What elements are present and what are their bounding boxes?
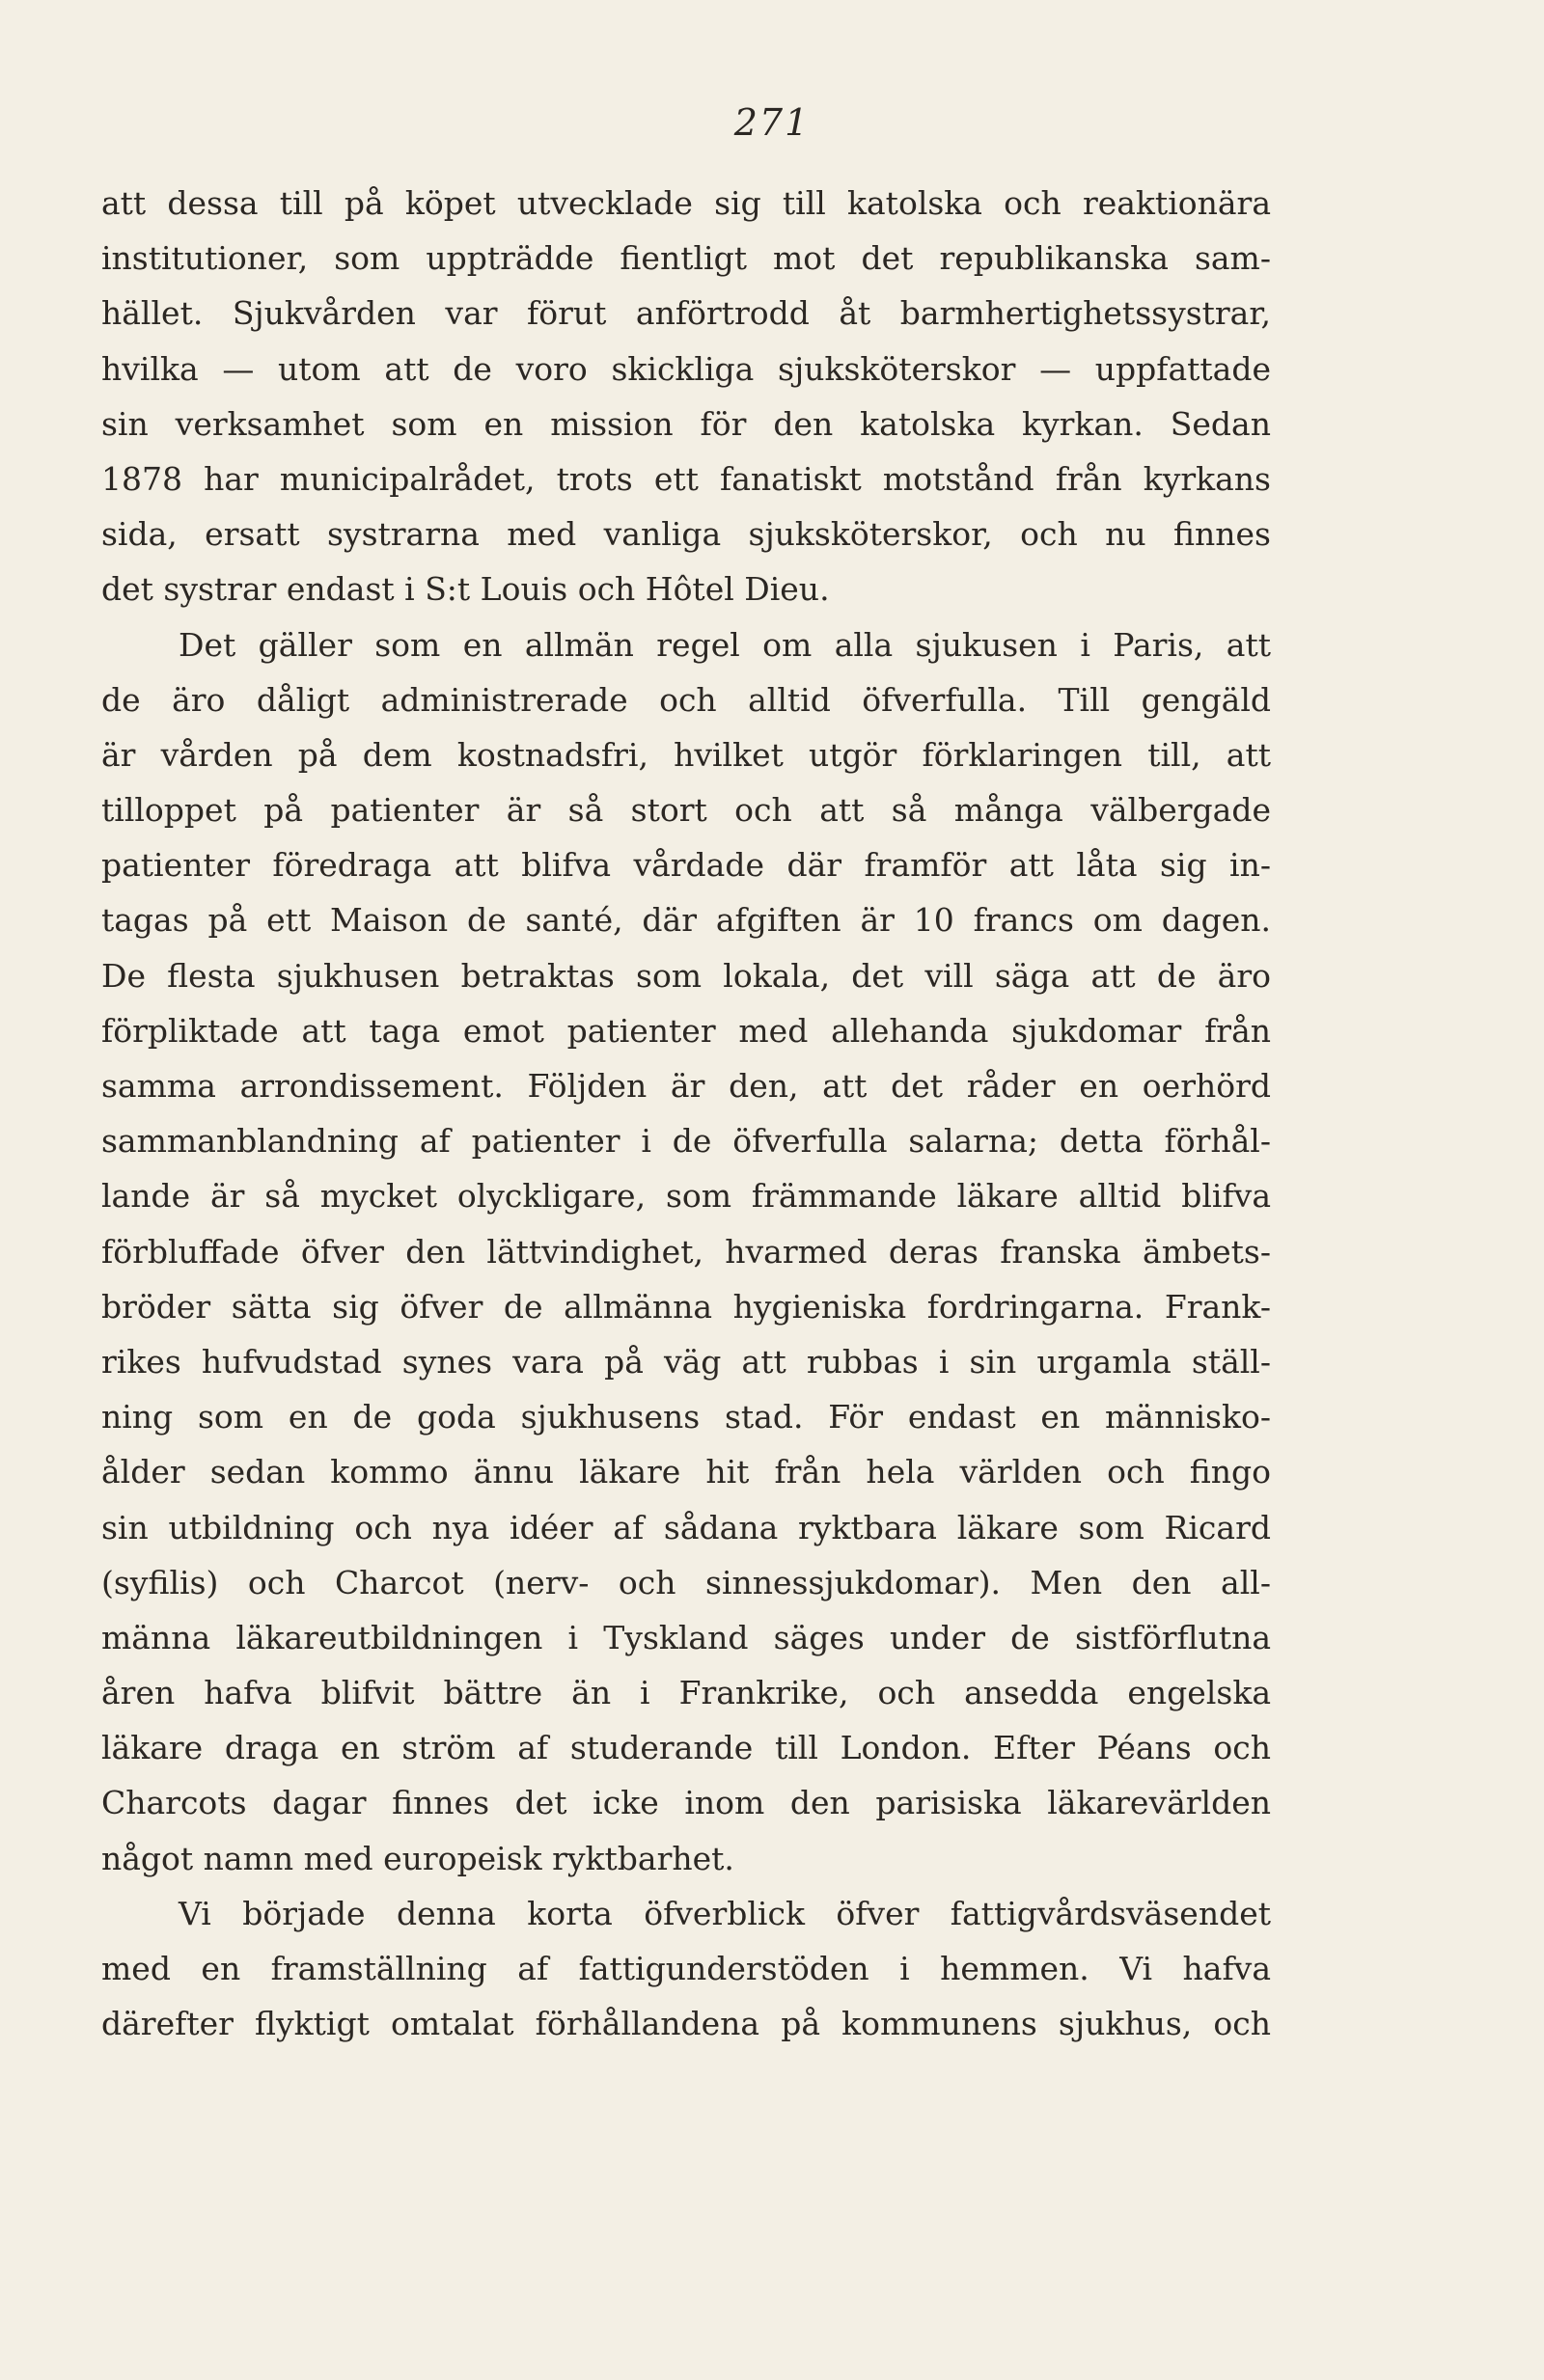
text-line: sin utbildning och nya idéer af sådana ryktbara läkare som Ricard [101,1508,1271,1546]
text-line: rikes hufvudstad synes vara på väg att rubbas i sin urgamla ställ- [101,1342,1271,1381]
text-line: läkare draga en ström af studerande till London. Efter Péans och [101,1729,1271,1767]
text-line: sida, ersatt systrarna med vanliga sjuksköterskor, och nu finnes [101,515,1271,554]
text-line: ålder sedan kommo ännu läkare hit från hela världen och fingo [101,1453,1271,1491]
text-line: det systrar endast i S:t Louis och Hôtel Dieu. [101,570,830,609]
text-line: Vi började denna korta öfverblick öfver fattigvårdsväsendet [179,1894,1271,1932]
text-line: tagas på ett Maison de santé, där afgiften är 10 francs om dagen. [101,901,1271,940]
text-line: förpliktade att taga emot patienter med allehanda sjukdomar från [101,1011,1271,1050]
text-line: hället. Sjukvården var förut anförtrodd åt barmhertighetssystrar, [101,294,1271,333]
text-line: något namn med europeisk ryktbarhet. [101,1839,734,1877]
text-line: männa läkareutbildningen i Tyskland säges under de sistförflutna [101,1618,1271,1656]
text-line: (syfilis) och Charcot (nerv- och sinnessjukdomar). Men den all- [101,1563,1271,1601]
text-line: Det gäller som en allmän regel om alla sjukusen i Paris, att [179,625,1271,664]
text-line: Charcots dagar finnes det icke inom den parisiska läkarevärlden [101,1784,1271,1822]
text-line: sin verksamhet som en mission för den katolska kyrkan. Sedan [101,404,1271,443]
text-line: de äro dåligt administrerade och alltid öfverfulla. Till gengäld [101,680,1271,719]
text-line: hvilka — utom att de voro skickliga sjuksköterskor — uppfattade [101,349,1271,388]
text-line: åren hafva blifvit bättre än i Frankrike, och ansedda engelska [101,1674,1271,1712]
text-line: institutioner, som uppträdde fientligt mot det republikanska sam- [101,239,1271,278]
text-line: sammanblandning af patienter i de öfverfulla salarna; detta förhål- [101,1122,1271,1161]
text-line: bröder sätta sig öfver de allmänna hygieniska fordringarna. Frank- [101,1287,1271,1326]
text-line: med en framställning af fattigunderstöden i hemmen. Vi hafva [101,1950,1271,1987]
text-line: 1878 har municipalrådet, trots ett fanatiskt motstånd från kyrkans [101,459,1271,498]
text-line: förbluffade öfver den lättvindighet, hvarmed deras franska ämbets- [101,1232,1271,1271]
text-line: är vården på dem kostnadsfri, hvilket utgör förklaringen till, att [101,735,1271,774]
text-line: patienter föredraga att blifva vårdade där framför att låta sig in- [101,846,1271,885]
text-line: lande är så mycket olyckligare, som främmande läkare alltid blifva [101,1177,1271,1216]
text-line: ning som en de goda sjukhusens stad. För endast en människo- [101,1398,1271,1436]
text-line: därefter flyktigt omtalat förhållandena på kommunens sjukhus, och [101,2005,1271,2043]
text-line: samma arrondissement. Följden är den, att det råder en oerhörd [101,1067,1271,1105]
text-line: att dessa till på köpet utvecklade sig till katolska och reaktionära [101,184,1271,222]
page-number: 271 [733,101,811,144]
text-line: De flesta sjukhusen betraktas som lokala, det vill säga att de äro [101,956,1271,995]
text-line: tilloppet på patienter är så stort och att så många välbergade [101,791,1271,830]
body-text [101,176,1271,2051]
